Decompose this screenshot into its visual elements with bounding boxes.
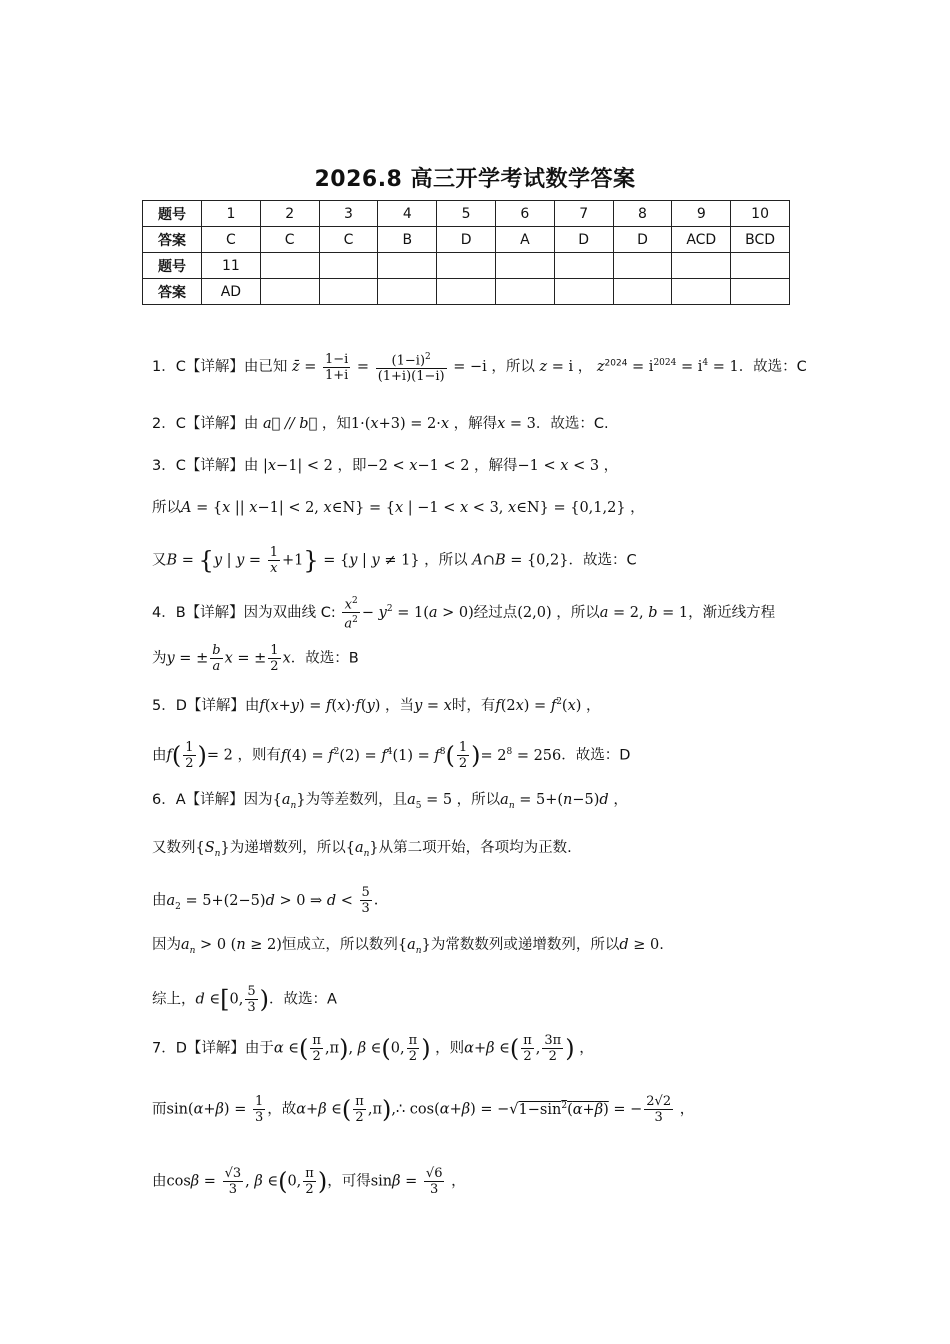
solution-q3: 3．C【详解】由 |x−1| < 2 ，即−2 < x−1 < 2 ，解得−1 < x < 3 ， [152, 458, 619, 474]
table-cell [554, 279, 613, 305]
document-title: 2026.8 高三开学考试数学答案 [314, 167, 636, 192]
table-cell [260, 279, 319, 305]
table-cell [437, 279, 496, 305]
solution-q7: 7．D【详解】由于α ∈( $\frac{\pi}{2}$ ,π), β ∈(0, $\frac{\pi}{2}$ ) ，则α+β ∈( $\frac{\pi}{2}$ , $\frac{3\pi}{2}$ ) ， [152, 1033, 594, 1064]
table-cell [319, 279, 378, 305]
table-cell: D [613, 227, 672, 253]
table-cell: 10 [731, 201, 790, 227]
table-cell: C [202, 227, 261, 253]
solution-label: 1．C【详解】由已知 [152, 359, 288, 376]
table-cell [613, 279, 672, 305]
solution-q5-line2: 由f( $\frac{1}{2}$ )= 2 ，则有$f(4) = f^2(2) = f^4(1) = f^8$( $\frac{1}{2}$ )= $2^8 = 256$．故选：D [152, 740, 631, 771]
table-cell: 9 [672, 201, 731, 227]
table-cell: 6 [495, 201, 554, 227]
solution-q7-line2: 而sin(α+β) = $\frac{1}{3}$ ，故α+β ∈( $\frac{\pi}{2}$ ,π),∴ $\cos(\alpha+\beta) = -√1-\sin^2(\alpha+\beta)$ = − $\frac{2√2}{3}$ ， [152, 1094, 695, 1125]
table-cell [495, 253, 554, 279]
table-cell [495, 279, 554, 305]
table-cell [672, 253, 731, 279]
table-cell: 7 [554, 201, 613, 227]
row-header: 答案 [143, 227, 202, 253]
table-cell: 5 [437, 201, 496, 227]
row-header: 答案 [143, 279, 202, 305]
solution-q5: 5．D【详解】由f(x+y) = f(x)·f(y) ，当y = x时，有$f(2x) = f^2(x)$ ， [152, 697, 601, 714]
table-cell: ACD [672, 227, 731, 253]
table-cell [554, 253, 613, 279]
table-cell [378, 279, 437, 305]
solution-q6-line4: 因为$a_n > 0$ (n ≥ 2)恒成立，所以数列$\{a_n\}$为常数数列或递增数列，所以d ≥ 0. [152, 937, 664, 956]
solution-q6-line2: 又数列$\{S_n\}$为递增数列，所以$\{a_n\}$从第二项开始，各项均为正数. [152, 840, 572, 859]
table-cell: AD [202, 279, 261, 305]
solution-q4: 4．B【详解】因为双曲线 C: $\frac{x^2}{a^2}$ − $y^2 = 1(a > 0)$经过点(2,0) ，所以a = 2, b = 1，渐近线方程 [152, 596, 776, 632]
table-cell: 8 [613, 201, 672, 227]
table-row [143, 227, 790, 253]
solution-q3-line3: 又B = {y | y = $\frac{1}{x}$ +1} = {y | y ≠ 1} ，所以 A∩B = {0,2}．故选：C [152, 545, 637, 576]
solution-q1: 1．C【详解】由已知 z̄ = $\frac{1-i}{1+i}$ = $\frac{(1-i)^2}{(1+i)(1-i)}$ = −i ，所以 z = i ， $z^{2024} = i^{2024} = i^4 = 1$．故选：C [152, 351, 807, 385]
table-cell: 2 [260, 201, 319, 227]
table-cell: C [260, 227, 319, 253]
table-cell [731, 253, 790, 279]
solution-q2: 2．C【详解】由 a⃗ // b⃗ ，知1·(x+3) = 2·x ，解得x = 3．故选：C. [152, 416, 609, 432]
solution-q6-line3: 由$a_2 = 5+(2-5)d > 0$ ⇒ d < $\frac{5}{3}$ . [152, 885, 379, 916]
table-cell [319, 253, 378, 279]
table-cell [378, 253, 437, 279]
row-header: 题号 [143, 201, 202, 227]
table-cell: 4 [378, 201, 437, 227]
table-cell: 11 [202, 253, 261, 279]
table-cell [731, 279, 790, 305]
table-cell: D [437, 227, 496, 253]
solution-q4-line2: 为y = ± $\frac{b}{a}$ x = ± $\frac{1}{2}$ x．故选：B [152, 643, 359, 674]
table-cell [260, 253, 319, 279]
solution-q6-line5: 综上，d ∈[0, $\frac{5}{3}$ )．故选：A [152, 984, 337, 1015]
table-cell: C [319, 227, 378, 253]
table-cell: 3 [319, 201, 378, 227]
table-cell [437, 253, 496, 279]
solution-q3-line2: 所以A = {x || x−1| < 2, x∈N} = {x | −1 < x < 3, x∈N} = {0,1,2} ， [152, 500, 645, 516]
table-cell: BCD [731, 227, 790, 253]
table-cell: 1 [202, 201, 261, 227]
table-row [143, 253, 790, 279]
table-row [143, 279, 790, 305]
table-row [143, 201, 790, 227]
table-cell [613, 253, 672, 279]
answer-table [142, 200, 790, 305]
table-cell [672, 279, 731, 305]
table-cell: D [554, 227, 613, 253]
table-cell: A [495, 227, 554, 253]
solution-q7-line3: 由cosβ = $\frac{√3}{3}$ , β ∈(0, $\frac{\pi}{2}$ )，可得sinβ = $\frac{√6}{3}$ ， [152, 1166, 466, 1197]
table-cell: B [378, 227, 437, 253]
row-header: 题号 [143, 253, 202, 279]
solution-q6: 6．A【详解】因为$\{a_n\}$为等差数列，且$a_5 = 5$ ，所以$a_n = 5+(n-5)d$ ， [152, 792, 628, 811]
